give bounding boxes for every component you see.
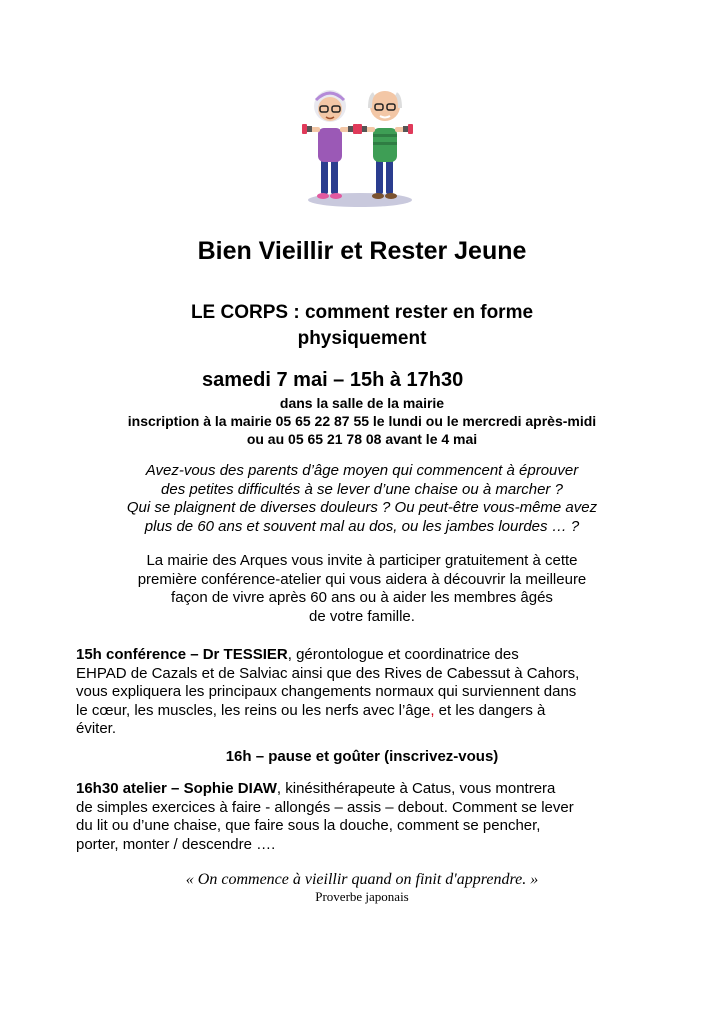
invite-line: façon de vivre après 60 ans ou à aider les membres âgés xyxy=(171,589,553,606)
elderly-couple-exercising-icon xyxy=(300,82,420,212)
invite-line: première conférence-atelier qui vous aidera à découvrir la meilleure xyxy=(137,570,587,588)
conference-text: éviter. xyxy=(76,720,117,737)
conference-text: et les dangers à xyxy=(434,701,546,719)
question-line: des petites difficultés à se lever d’une chaise ou à marcher ? xyxy=(161,480,563,498)
location-line: dans la salle de la mairie xyxy=(279,395,445,411)
registration-line: inscription à la mairie 05 65 22 87 55 le lundi ou le mercredi après-midi xyxy=(127,413,597,429)
red-comma: , xyxy=(430,701,435,719)
subtitle-line: LE CORPS : comment rester en forme xyxy=(190,302,534,323)
atelier-text: de simples exercices à faire - allongés – assis – debout. Comment se lever xyxy=(76,798,574,816)
atelier-text: porter, monter / descendre …. xyxy=(76,835,276,853)
registration-line: ou au 05 65 21 78 08 avant le 4 mai xyxy=(246,431,478,447)
atelier-paragraph xyxy=(76,780,676,854)
atelier-heading: 16h30 atelier – Sophie DIAW xyxy=(76,780,277,797)
quote: « On commence à vieillir quand on finit d'apprendre. » xyxy=(185,871,539,888)
conference-text: , gérontologue et coordinatrice des xyxy=(287,646,519,663)
invitation-paragraph xyxy=(0,552,724,626)
question-line: Qui se plaignent de diverses douleurs ? Ou peut-être vous-même avez xyxy=(126,499,598,516)
subtitle-line: physiquement xyxy=(297,328,427,349)
invite-line: La mairie des Arques vous invite à participer gratuitement à cette xyxy=(146,552,578,569)
atelier-text: du lit ou d’une chaise, que faire sous la douche, comment se pencher, xyxy=(76,817,541,834)
conference-text: vous expliquera les principaux changements normaux qui surviennent dans xyxy=(76,683,577,700)
conference-paragraph xyxy=(76,646,676,739)
pause-heading: 16h – pause et goûter (inscrivez-vous) xyxy=(225,748,499,765)
conference-text: le cœur, les muscles, les reins ou les nerfs avec l’âge xyxy=(76,701,431,719)
conference-text: EHPAD de Cazals et de Salviac ainsi que des Rives de Cabessut à Cahors, xyxy=(76,664,580,682)
invite-line: de votre famille. xyxy=(309,607,415,625)
question-line: Avez-vous des parents d’âge moyen qui commencent à éprouver xyxy=(145,462,579,479)
questions-paragraph xyxy=(0,462,724,536)
quote-source: Proverbe japonais xyxy=(315,889,409,904)
question-line: plus de 60 ans et souvent mal au dos, ou les jambes lourdes … ? xyxy=(144,517,580,535)
page-title: Bien Vieillir et Rester Jeune xyxy=(197,237,527,265)
subtitle xyxy=(0,300,724,352)
atelier-text: , kinésithérapeute à Catus, vous montrera xyxy=(276,780,556,797)
conference-heading: 15h conférence – Dr TESSIER xyxy=(76,646,288,663)
event-info xyxy=(0,394,724,448)
event-date: samedi 7 mai – 15h à 17h30 xyxy=(202,369,464,391)
